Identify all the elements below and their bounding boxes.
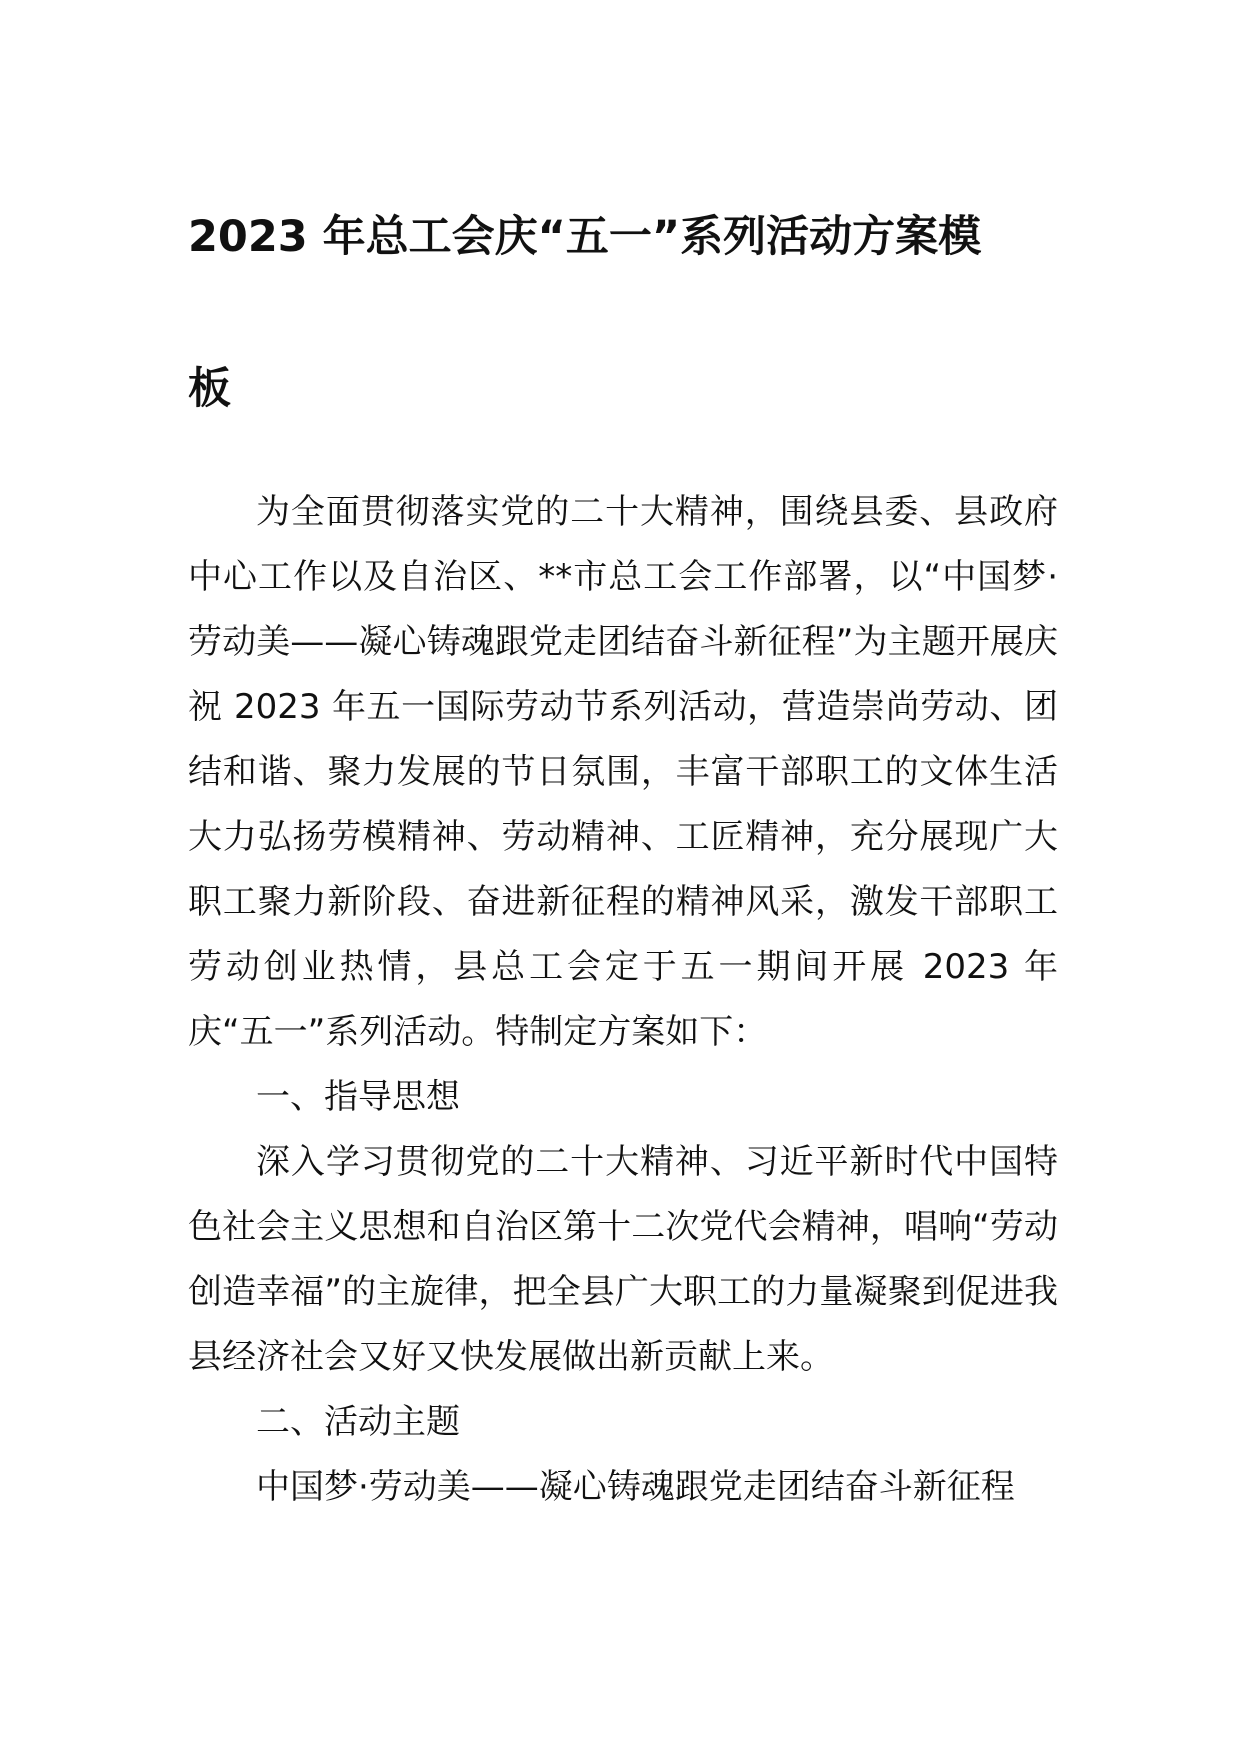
document-title-line-2: 板 [188, 364, 231, 414]
activity-theme-paragraph: 中国梦·劳动美——凝心铸魂跟党走团结奋斗新征程 [256, 1467, 1015, 1507]
section-heading-activity-theme: 二、活动主题 [256, 1402, 460, 1442]
guiding-ideology-paragraph: 深入学习贯彻党的二十大精神、习近平新时代中国特色社会主义思想和自治区第十二次党代会精神，唱响“劳动创造幸福”的主旋律，把全县广大职工的力量凝聚到促进我县经济社会又好又快发展做出新贡献上来。 [188, 1142, 1058, 1377]
document-body [188, 480, 1058, 1520]
section-heading-guiding-ideology: 一、指导思想 [256, 1077, 460, 1117]
document-title-line-1: 2023 年总工会庆“五一”系列活动方案模 [188, 212, 982, 262]
intro-paragraph: 为全面贯彻落实党的二十大精神，围绕县委、县政府中心工作以及自治区、**市总工会工作部署，以“中国梦·劳动美——凝心铸魂跟党走团结奋斗新征程”为主题开展庆祝 2023 年五一国际劳动节系列活动，营造崇尚劳动、团结和谐、聚力发展的节日氛围，丰富干部职工的文体生活大力弘扬劳模精神、劳动精神、工匠精神，充分展现广大职工聚力新阶段、奋进新征程的精神风采，激发干部职工劳动创业热情，县总工会定于五一期间开展 2023 年庆“五一”系列活动。特制定方案如下： [188, 492, 1058, 1052]
